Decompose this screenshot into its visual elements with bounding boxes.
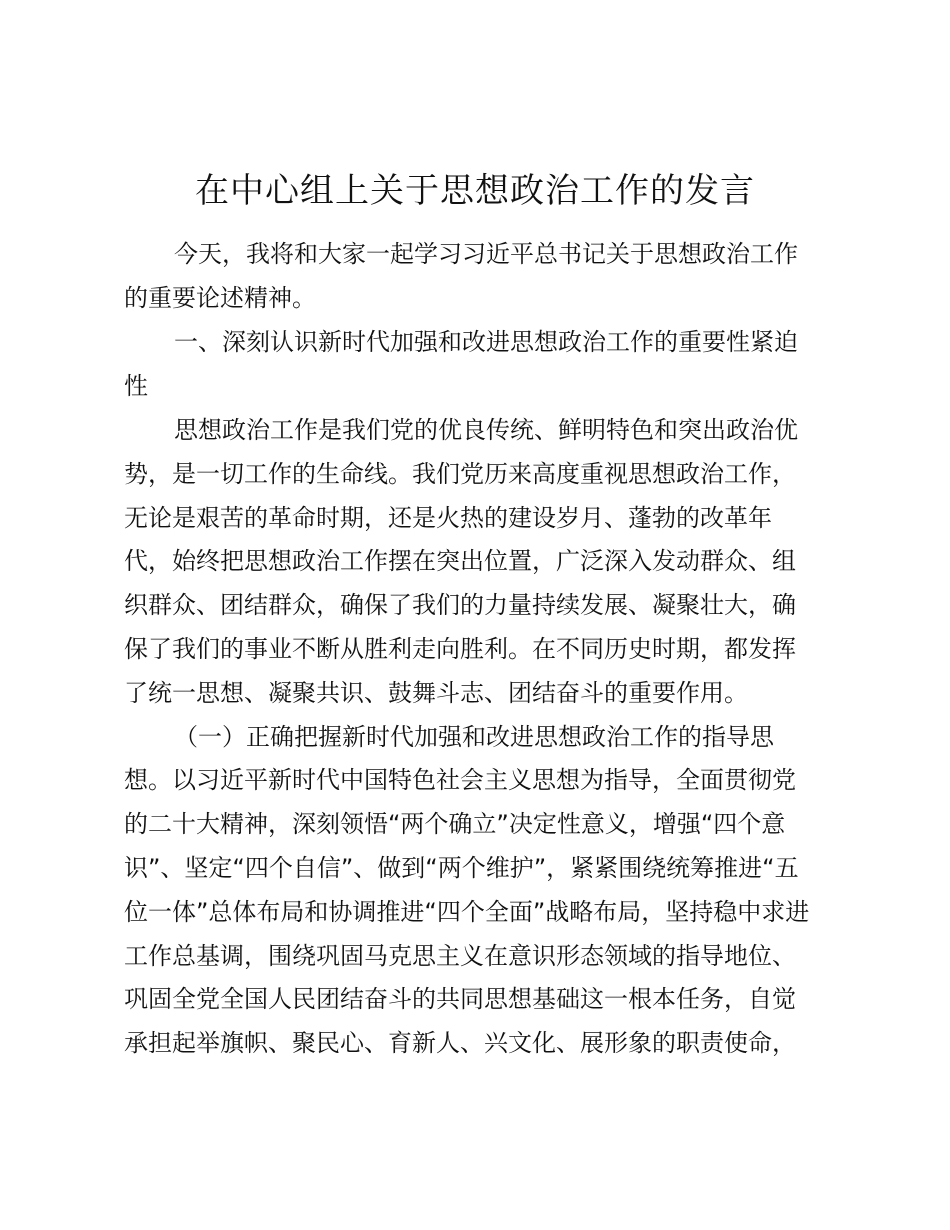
paragraph-line: 的二十大精神，深刻领悟“两个确立”决定性意义，增强“四个意 bbox=[124, 810, 786, 838]
paragraph-line: 工作总基调，围绕巩固马克思主义在意识形态领域的指导地位、 bbox=[124, 942, 796, 970]
paragraph-line: 势，是一切工作的生命线。我们党历来高度重视思想政治工作， bbox=[124, 460, 796, 488]
paragraph-line: 巩固全党全国人民团结奋斗的共同思想基础这一根本任务，自觉 bbox=[124, 985, 796, 1013]
paragraph-line: 的重要论述精神。 bbox=[124, 284, 316, 312]
paragraph-line: 今天，我将和大家一起学习习近平总书记关于思想政治工作 bbox=[174, 240, 798, 268]
paragraph-line: 思想政治工作是我们党的优良传统、鲜明特色和突出政治优 bbox=[174, 416, 798, 444]
section-heading-line: 性 bbox=[124, 372, 148, 400]
subsection-line: （一）正确把握新时代加强和改进思想政治工作的指导思 bbox=[174, 723, 774, 751]
paragraph-line: 位一体”总体布局和协调推进“四个全面”战略布局，坚持稳中求进 bbox=[124, 898, 810, 926]
paragraph-line: 代，始终把思想政治工作摆在突出位置，广泛深入发动群众、组 bbox=[124, 547, 796, 575]
document-title: 在中心组上关于思想政治工作的发言 bbox=[195, 171, 755, 211]
paragraph-line: 承担起举旗帜、聚民心、育新人、兴文化、展形象的职责使命， bbox=[124, 1029, 796, 1057]
paragraph-line: 无论是艰苦的革命时期，还是火热的建设岁月、蓬勃的改革年 bbox=[124, 504, 772, 532]
paragraph-line: 织群众、团结群众，确保了我们的力量持续发展、凝聚壮大，确 bbox=[124, 591, 796, 619]
paragraph-line: 想。以习近平新时代中国特色社会主义思想为指导，全面贯彻党 bbox=[124, 766, 796, 794]
section-heading-line: 一、深刻认识新时代加强和改进思想政治工作的重要性紧迫 bbox=[174, 328, 798, 356]
paragraph-line: 识”、坚定“四个自信”、做到“两个维护”，紧紧围绕统筹推进“五 bbox=[124, 854, 799, 882]
paragraph-line: 保了我们的事业不断从胜利走向胜利。在不同历史时期，都发挥 bbox=[124, 635, 796, 663]
paragraph-line: 了统一思想、凝聚共识、鼓舞斗志、团结奋斗的重要作用。 bbox=[124, 679, 748, 707]
